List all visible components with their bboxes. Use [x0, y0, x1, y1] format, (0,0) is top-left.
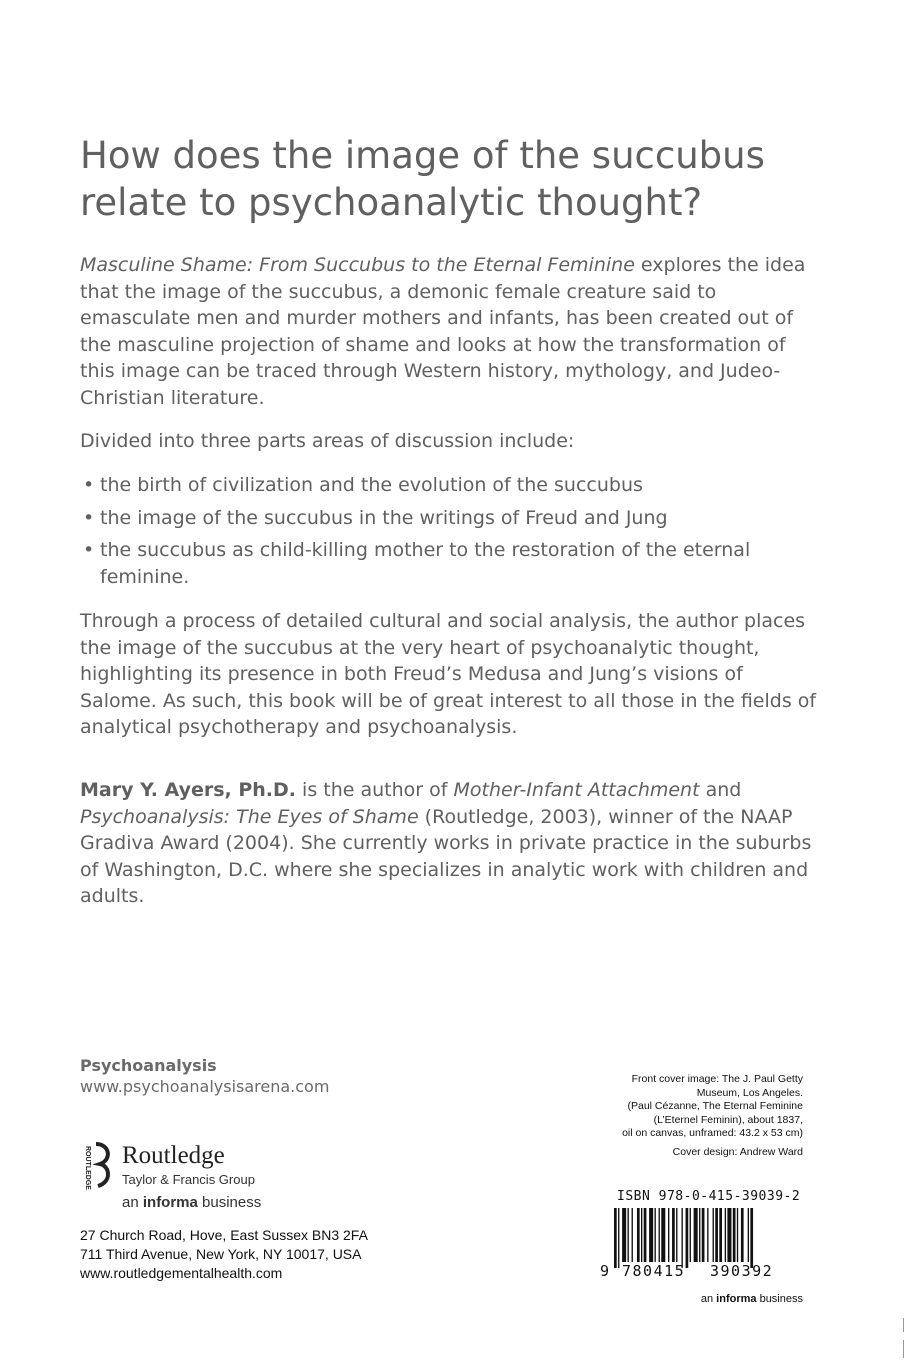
credit-line: (L’Eternel Feminin), about 1837,: [653, 1113, 803, 1126]
author-text: (Routledge, 2003), winner of the NAAP Gradiva Award (2004). She currently works in private practice in the suburbs of Washington, D.C. where she specializes in analytic work with children and adults.: [80, 805, 812, 907]
routledge-logo-icon: [80, 1142, 116, 1192]
list-item-text: the image of the succubus in the writings of Freud and Jung: [100, 506, 668, 529]
author-bio: [80, 777, 820, 910]
isbn-text: ISBN 978-0-415-39039-2: [617, 1189, 801, 1204]
bullet-marker: •: [83, 474, 95, 496]
series-url: www.psychoanalysisarena.com: [80, 1077, 330, 1096]
intro-text: explores the idea that the image of the succubus, a demonic female creature said to emasculate men and murder mothers and infants, has been created out of the masculine projection of shame and looks at how the transformation of this image can be traced through Western history, mythology, and Judeo-Christian literature.: [80, 254, 806, 409]
bottom-informa: [701, 1293, 803, 1305]
address-line: 711 Third Avenue, New York, NY 10017, USA: [80, 1246, 362, 1262]
informa-prefix: an: [122, 1194, 143, 1211]
cover-design-credit: Cover design: Andrew Ward: [672, 1146, 803, 1158]
bullet-marker: •: [83, 506, 95, 529]
list-item-text: the birth of civilization and the evolution of the succubus: [100, 474, 643, 496]
barcode-bar: [632, 1208, 633, 1262]
barcode-bar: [750, 1208, 753, 1268]
author-text: is the author of: [296, 779, 454, 801]
barcode-bar: [715, 1208, 718, 1262]
cover-credit: [543, 1073, 803, 1141]
logo-swirl: [96, 1144, 108, 1186]
barcode-bar: [644, 1208, 647, 1262]
series-name: Psychoanalysis: [80, 1056, 217, 1075]
author-name: Mary Y. Ayers, Ph.D.: [80, 779, 297, 801]
publisher-name: Routledge: [122, 1142, 225, 1169]
publisher-informa: [122, 1194, 261, 1211]
barcode-bar: [733, 1208, 736, 1262]
barcode-first-digit: 9: [600, 1262, 610, 1278]
barcode-bar: [702, 1208, 705, 1262]
barcode-bar: [659, 1208, 660, 1262]
discussion-list: [80, 472, 820, 596]
barcode-bars: [614, 1208, 753, 1268]
barcode-bar: [686, 1208, 689, 1268]
informa-prefix: an: [700, 1293, 717, 1305]
barcode-bar: [737, 1208, 738, 1262]
bullet-marker: •: [83, 539, 95, 561]
barcode-bar: [641, 1208, 642, 1262]
barcode-bar: [690, 1208, 691, 1262]
barcode-bar: [719, 1208, 722, 1262]
trim-mark: [903, 1318, 904, 1332]
author-text: and: [699, 779, 742, 801]
credit-line: Museum, Los Angeles.: [696, 1086, 803, 1099]
barcode-bar: [668, 1208, 669, 1262]
list-item: [80, 505, 820, 532]
informa-suffix: business: [756, 1293, 803, 1305]
barcode-bar: [628, 1208, 629, 1262]
informa-suffix: business: [197, 1194, 262, 1211]
routledge-logo-text: ROUTLEDGE: [84, 1146, 91, 1190]
barcode-bar: [741, 1208, 744, 1262]
barcode-bar: [672, 1208, 675, 1262]
barcode-bar: [713, 1208, 714, 1262]
author-book-1: Mother-Infant Attachment: [453, 779, 700, 801]
informa-bold: informa: [142, 1194, 198, 1211]
barcode-bar: [699, 1208, 700, 1262]
headline: How does the image of the succubus relate to psychoanalytic thought?: [80, 134, 765, 224]
intro-paragraph: [80, 252, 820, 411]
barcode-bar: [661, 1208, 665, 1262]
publisher-block: [80, 1142, 400, 1222]
informa-bold: informa: [716, 1293, 757, 1305]
list-item: [80, 537, 820, 590]
series-info: [80, 1056, 329, 1096]
barcode-bar: [727, 1208, 731, 1262]
summary-paragraph: Through a process of detailed cultural and social analysis, the author places the image of the succubus at the very heart of psychoanalytic thought, highlighting its presence in both Freud’s Medusa and Jung’s visions of Salome. As such, this book will be of great interest to all those in the fields of analytical psychotherapy and psychoanalysis.: [80, 610, 817, 738]
publisher-group: Taylor & Francis Group: [122, 1172, 255, 1187]
barcode-bar: [622, 1208, 626, 1262]
barcode-bar: [618, 1208, 619, 1268]
barcode-bar: [682, 1208, 683, 1268]
list-item: [80, 472, 820, 499]
barcode-right-digits: 390392: [710, 1262, 774, 1278]
list-item-text: the succubus as child-killing mother to the restoration of the eternal feminine.: [100, 539, 751, 588]
barcode-bar: [614, 1208, 617, 1268]
author-book-2: Psychoanalysis: The Eyes of Shame: [80, 805, 419, 828]
address-url: www.routledgementalhealth.com: [80, 1265, 283, 1281]
barcode-bar: [748, 1208, 749, 1262]
barcode: [600, 1208, 800, 1278]
barcode-bar: [655, 1208, 656, 1262]
barcode-bar: [707, 1208, 708, 1262]
credit-line: (Paul Cézanne, The Eternal Feminine: [627, 1100, 803, 1112]
trim-mark: [903, 1340, 904, 1358]
credit-line: Front cover image: The J. Paul Getty: [631, 1073, 803, 1085]
barcode-bar: [725, 1208, 726, 1262]
book-title: Masculine Shame: From Succubus to the Eternal Feminine: [80, 254, 635, 276]
address-line: 27 Church Road, Hove, East Sussex BN3 2FA: [80, 1227, 368, 1243]
barcode-bar: [649, 1208, 653, 1262]
credit-line: oil on canvas, unframed: 43.2 x 53 cm): [622, 1127, 803, 1139]
barcode-bar: [694, 1208, 698, 1262]
barcode-bar: [637, 1208, 640, 1262]
parts-intro: Divided into three parts areas of discussion include:: [80, 430, 575, 452]
barcode-bar: [676, 1208, 677, 1262]
barcode-left-digits: 780415: [622, 1262, 686, 1278]
publisher-address: [80, 1226, 368, 1283]
